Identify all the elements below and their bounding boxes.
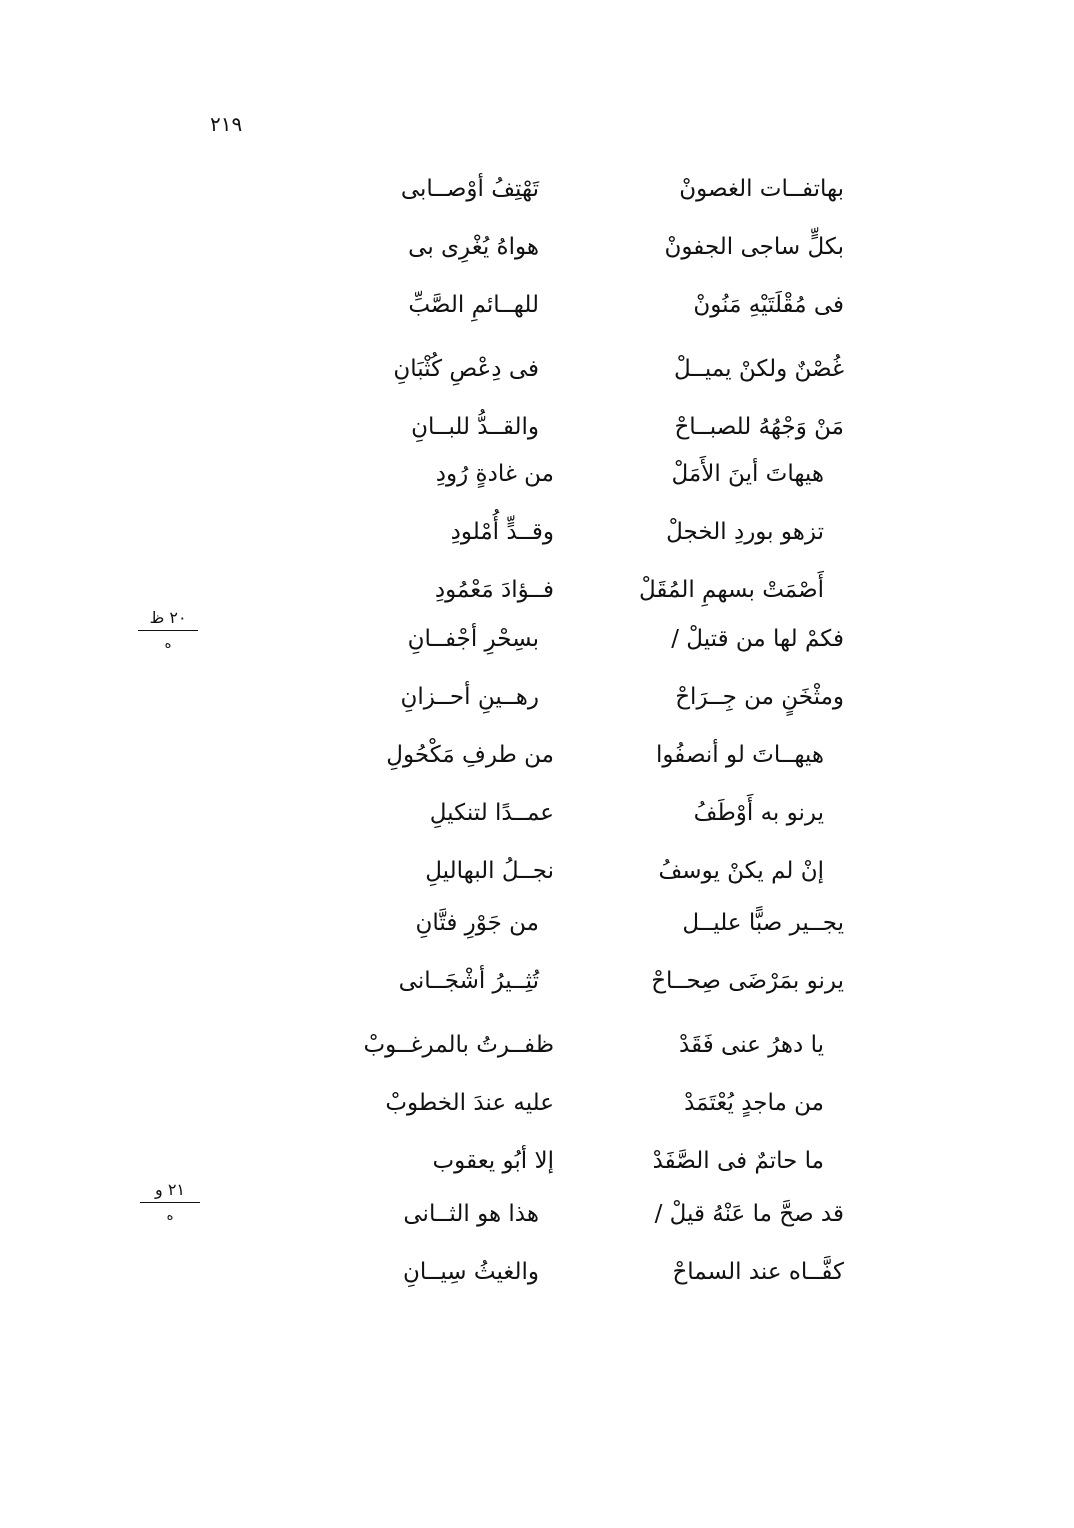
verse-first-hemistich: مَنْ وَجْهُهُ للصبــاحْ — [674, 414, 844, 440]
verse-second-hemistich: رهــينِ أحــزانِ — [400, 684, 539, 710]
verse-first-hemistich: قد صحَّ ما عَنْهُ قيلْ / — [654, 1201, 844, 1227]
folio-rule — [140, 1202, 200, 1203]
verse-second-hemistich: للهــائمِ الصَّبِّ — [408, 292, 539, 318]
verse-second-hemistich: هواهُ يُغْرِى بى — [408, 234, 539, 260]
folio-label: ٢١ و — [155, 1180, 185, 1199]
stanza-5 — [254, 894, 844, 1010]
verse-first-hemistich: فى مُقْلَتَيْهِ مَنُونْ — [693, 292, 844, 318]
verse-first-hemistich: غُصْنٌ ولكنْ يميــلْ — [674, 356, 844, 382]
verse-line — [254, 1185, 844, 1243]
verse-line — [254, 160, 844, 218]
verse-line — [254, 276, 844, 334]
verse-second-hemistich: هذا هو الثــانى — [403, 1201, 539, 1227]
verse-line — [304, 503, 824, 561]
folio-label: ٢٠ ظ — [149, 608, 187, 627]
verse-second-hemistich: والقــدُّ للبــانِ — [411, 414, 539, 440]
verse-first-hemistich: بكلٍّ ساجى الجفونْ — [664, 234, 844, 260]
verse-line — [304, 784, 824, 842]
stanza-3 — [254, 610, 844, 726]
verse-line — [254, 340, 844, 398]
stanza-7 — [254, 1185, 844, 1301]
verse-line — [304, 842, 824, 900]
stanza-2 — [304, 445, 824, 619]
verse-line — [254, 952, 844, 1010]
verse-first-hemistich: يا دهرُ عنى فَقَدْ — [679, 1032, 824, 1058]
verse-second-hemistich: من جَوْرِ فتَّانِ — [415, 910, 539, 936]
folio-note — [140, 1180, 200, 1224]
stanza-1 — [254, 160, 844, 456]
verse-first-hemistich: هيهاتَ أينَ الأَمَلْ — [671, 461, 824, 487]
verse-line — [254, 668, 844, 726]
verse-line — [254, 218, 844, 276]
verse-first-hemistich: يرنو به أَوْطَفُ — [693, 800, 824, 826]
folio-sub: ه — [164, 637, 172, 652]
verse-line — [254, 1243, 844, 1301]
verse-second-hemistich: وقــدٍّ أُمْلودِ — [450, 519, 554, 545]
verse-line — [304, 726, 824, 784]
verse-second-hemistich: عمــدًا لتنكيلِ — [429, 800, 554, 826]
verse-first-hemistich: أَصْمَتْ بسهمِ المُقَلْ — [639, 577, 824, 603]
verse-line — [304, 1074, 824, 1132]
verse-first-hemistich: من ماجدٍ يُعْتَمَدْ — [684, 1090, 824, 1116]
verse-second-hemistich: فــؤادَ مَعْمُودِ — [434, 577, 554, 603]
verse-second-hemistich: تَهْتِفُ أوْصــابى — [400, 176, 539, 202]
page-number: ٢١٩ — [210, 112, 243, 136]
verse-line — [304, 445, 824, 503]
verse-first-hemistich: هيهــاتَ لو أنصفُوا — [656, 742, 824, 768]
verse-first-hemistich: كفَّــاه عند السماحْ — [672, 1259, 844, 1285]
verse-first-hemistich: يرنو بمَرْضَى صِحــاحْ — [651, 968, 844, 994]
stanza-6 — [304, 1016, 824, 1190]
verse-first-hemistich: إنْ لم يكنْ يوسفُ — [658, 858, 824, 884]
verse-line — [304, 1132, 824, 1190]
verse-second-hemistich: والغيثُ سِيــانِ — [402, 1259, 539, 1285]
stanza-4 — [304, 726, 824, 900]
verse-line — [254, 610, 844, 668]
folio-rule — [138, 630, 198, 631]
verse-line — [304, 1016, 824, 1074]
verse-second-hemistich: تُثِــيرُ أشْجَــانى — [398, 968, 539, 994]
verse-first-hemistich: يجــير صبًّا عليــل — [682, 910, 844, 936]
verse-second-hemistich: نجــلُ البهاليلِ — [425, 858, 554, 884]
verse-second-hemistich: ظفــرتُ بالمرغــوبْ — [363, 1032, 554, 1058]
verse-second-hemistich: فى دِعْصِ كُثْبَانِ — [393, 356, 539, 382]
verse-second-hemistich: عليه عندَ الخطوبْ — [385, 1090, 554, 1116]
verse-first-hemistich: فكمْ لها من قتيلْ / — [671, 626, 844, 652]
verse-first-hemistich: تزهو بوردِ الخجلْ — [666, 519, 824, 545]
verse-second-hemistich: بسِحْرِ أجْفــانِ — [407, 626, 539, 652]
verse-second-hemistich: من غادةٍ رُودِ — [435, 461, 554, 487]
verse-second-hemistich: إلا أبُو يعقوب — [432, 1148, 554, 1174]
verse-first-hemistich: ومثْخَنٍ من جِــرَاحْ — [675, 684, 844, 710]
verse-first-hemistich: بهاتفــات الغصونْ — [679, 176, 844, 202]
verse-first-hemistich: ما حاتمٌ فى الصَّفَدْ — [652, 1148, 824, 1174]
folio-sub: ه — [166, 1209, 174, 1224]
verse-line — [254, 894, 844, 952]
verse-second-hemistich: من طرفِ مَكْحُولِ — [386, 742, 554, 768]
folio-note — [138, 608, 198, 652]
